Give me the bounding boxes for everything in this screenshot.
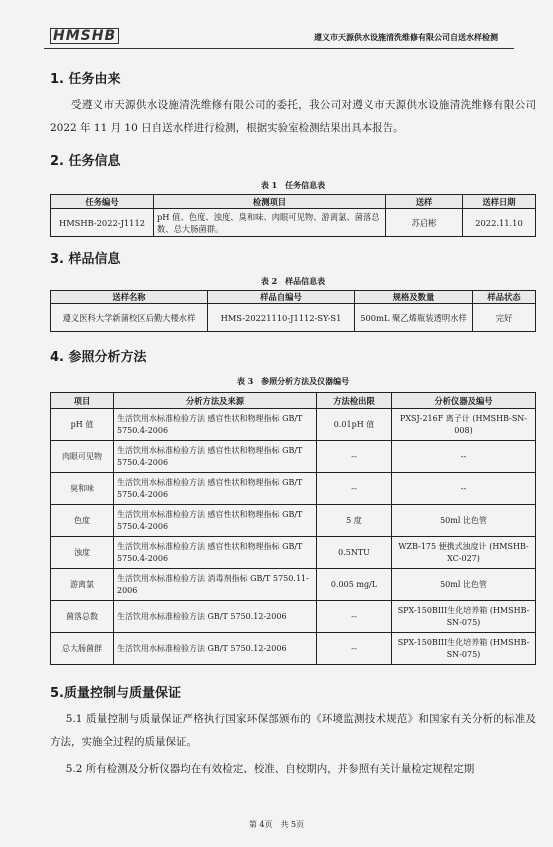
item-cell: 游离氯 <box>51 569 114 601</box>
col-task-no: 任务编号 <box>51 195 154 209</box>
sample-name-cell: 遵义医科大学新蒲校区后勤大楼水样 <box>51 304 208 332</box>
col-sample-code: 样品自编号 <box>208 291 355 304</box>
limit-cell: 5 度 <box>317 505 392 537</box>
col-sample-name: 送样名称 <box>51 291 208 304</box>
col-state: 样品状态 <box>473 291 536 304</box>
table-row <box>51 473 536 505</box>
table-3-caption: 表 3 参照分析方法及仪器编号 <box>236 376 350 386</box>
limit-cell: -- <box>317 633 392 665</box>
table-row <box>51 633 536 665</box>
col-item: 项目 <box>51 393 114 409</box>
method-cell: 生活饮用水标准检验方法 感官性状和物理指标 GB/T 5750.4-2006 <box>114 505 317 537</box>
company-logo: HMSHB <box>50 28 119 44</box>
sample-code-cell: HMS-20221110-J1112-SY-S1 <box>208 304 355 332</box>
section-4-heading: 4. 参照分析方法 <box>50 350 147 365</box>
section-2-heading: 2. 任务信息 <box>50 154 121 169</box>
limit-cell: 0.5NTU <box>317 537 392 569</box>
table-2-caption: 表 2 样品信息表 <box>260 276 326 286</box>
col-test-items: 检测项目 <box>154 195 386 209</box>
spec-cell: 500mL 聚乙烯瓶装透明水样 <box>355 304 473 332</box>
instrument-cell: 50ml 比色管 <box>392 569 536 601</box>
instrument-cell: 50ml 比色管 <box>392 505 536 537</box>
section-3-heading: 3. 样品信息 <box>50 252 121 267</box>
method-cell: 生活饮用水标准检验方法 感官性状和物理指标 GB/T 5750.4-2006 <box>114 473 317 505</box>
method-cell: 生活饮用水标准检验方法 GB/T 5750.12-2006 <box>114 633 317 665</box>
state-cell: 完好 <box>473 304 536 332</box>
limit-cell: 0.01pH 值 <box>317 409 392 441</box>
limit-cell: -- <box>317 473 392 505</box>
header-title: 遵义市天源供水设施清洗维修有限公司自送水样检测 <box>314 32 498 42</box>
col-instrument: 分析仪器及编号 <box>392 393 536 409</box>
table-row <box>51 537 536 569</box>
sender-cell: 苏启彬 <box>386 209 463 237</box>
table-row <box>51 441 536 473</box>
table-row <box>51 505 536 537</box>
item-cell: 菌落总数 <box>51 601 114 633</box>
col-method: 分析方法及来源 <box>114 393 317 409</box>
section-5-heading: 5.质量控制与质量保证 <box>50 686 181 701</box>
col-limit: 方法检出限 <box>317 393 392 409</box>
method-cell: 生活饮用水标准检验方法 感官性状和物理指标 GB/T 5750.4-2006 <box>114 441 317 473</box>
limit-cell: 0.005 mg/L <box>317 569 392 601</box>
instrument-cell: PXSJ-216F 离子计 (HMSHB-SN-008) <box>392 409 536 441</box>
instrument-cell: SPX-150BIII生化培养箱 (HMSHB-SN-075) <box>392 601 536 633</box>
item-cell: 总大肠菌群 <box>51 633 114 665</box>
limit-cell: -- <box>317 601 392 633</box>
method-cell: 生活饮用水标准检验方法 GB/T 5750.12-2006 <box>114 601 317 633</box>
task-no-cell: HMSHB-2022-J1112 <box>51 209 154 237</box>
method-table <box>50 392 536 665</box>
col-spec: 规格及数量 <box>355 291 473 304</box>
date-cell: 2022.11.10 <box>463 209 536 237</box>
table-row <box>51 601 536 633</box>
task-info-table <box>50 194 536 237</box>
method-cell: 生活饮用水标准检验方法 消毒剂指标 GB/T 5750.11-2006 <box>114 569 317 601</box>
item-cell: 肉眼可见物 <box>51 441 114 473</box>
table-row <box>51 569 536 601</box>
method-cell: 生活饮用水标准检验方法 感官性状和物理指标 GB/T 5750.4-2006 <box>114 537 317 569</box>
sample-info-table <box>50 290 536 332</box>
item-cell: 浊度 <box>51 537 114 569</box>
item-cell: 色度 <box>51 505 114 537</box>
method-cell: 生活饮用水标准检验方法 感官性状和物理指标 GB/T 5750.4-2006 <box>114 409 317 441</box>
page-number: 第 4页 共 5页 <box>248 820 305 829</box>
instrument-cell: WZB-175 便携式浊度计 (HMSHB-XC-027) <box>392 537 536 569</box>
item-cell: 臭和味 <box>51 473 114 505</box>
instrument-cell: SPX-150BIII生化培养箱 (HMSHB-SN-075) <box>392 633 536 665</box>
section-5-2-text: 5.2 所有检测及分析仪器均在有效检定、校准、自校期内，并参照有关计量检定规程定期 <box>65 763 475 775</box>
limit-cell: -- <box>317 441 392 473</box>
instrument-cell: -- <box>392 441 536 473</box>
table-row <box>51 409 536 441</box>
col-sender: 送样 <box>386 195 463 209</box>
section-1-text: 受遵义市天源供水设施清洗维修有限公司的委托，我公司对遵义市天源供水设施清洗维修有限公司 2022 年 11 月 10 日自送水样进行检测，根据实验室检测结果出具本报告。 <box>50 99 536 134</box>
test-items-cell: pH 值、色度、浊度、臭和味、肉眼可见物、游离氯、菌落总数、总大肠菌群。 <box>154 209 386 237</box>
item-cell: pH 值 <box>51 409 114 441</box>
section-1-heading: 1. 任务由来 <box>50 72 121 87</box>
section-5-1-text: 5.1 质量控制与质量保证严格执行国家环保部颁布的《环境监测技术规范》和国家有关分析的标准及方法，实施全过程的质量保证。 <box>50 713 536 748</box>
col-date: 送样日期 <box>463 195 536 209</box>
table-1-caption: 表 1 任务信息表 <box>260 180 326 190</box>
instrument-cell: -- <box>392 473 536 505</box>
page-header <box>44 26 514 49</box>
